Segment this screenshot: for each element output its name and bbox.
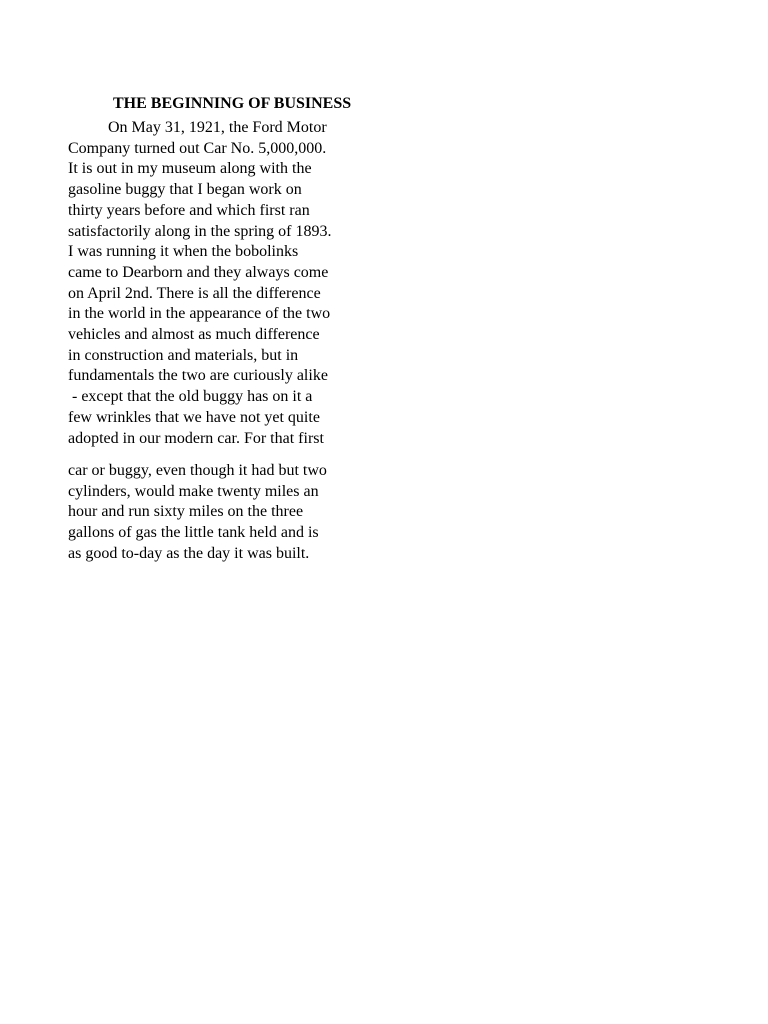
- text-line: I was running it when the bobolinks: [68, 243, 299, 261]
- text-line: gallons of gas the little tank held and is: [68, 524, 319, 542]
- text-line: - except that the old buggy has on it a: [68, 388, 313, 406]
- text-line: car or buggy, even though it had but two: [68, 462, 327, 479]
- text-line: in the world in the appearance of the two: [68, 305, 331, 323]
- text-line: gasoline buggy that I began work on: [68, 181, 302, 199]
- text-line: cylinders, would make twenty miles an: [68, 482, 319, 500]
- text-line: adopted in our modern car. For that first: [68, 429, 324, 447]
- text-line: Company turned out Car No. 5,000,000.: [68, 139, 327, 157]
- paragraph-2: [68, 461, 327, 565]
- text-line: few wrinkles that we have not yet quite: [68, 408, 320, 426]
- text-line: satisfactorily along in the spring of 1893.: [68, 222, 332, 240]
- text-line: It is out in my museum along with the: [68, 160, 312, 178]
- text-line: on April 2nd. There is all the difference: [68, 284, 321, 302]
- text-line: On May 31, 1921, the Ford Motor: [68, 119, 327, 136]
- text-line: hour and run sixty miles on the three: [68, 503, 304, 521]
- paragraph-1: [68, 118, 332, 449]
- page-heading: THE BEGINNING OF BUSINESS: [113, 95, 352, 112]
- text-line: vehicles and almost as much difference: [68, 326, 320, 344]
- text-line: came to Dearborn and they always come: [68, 263, 329, 281]
- text-line: fundamentals the two are curiously alike: [68, 367, 328, 385]
- text-line: thirty years before and which first ran: [68, 201, 310, 219]
- text-line: in construction and materials, but in: [68, 346, 299, 364]
- text-line: as good to-day as the day it was built.: [68, 544, 310, 562]
